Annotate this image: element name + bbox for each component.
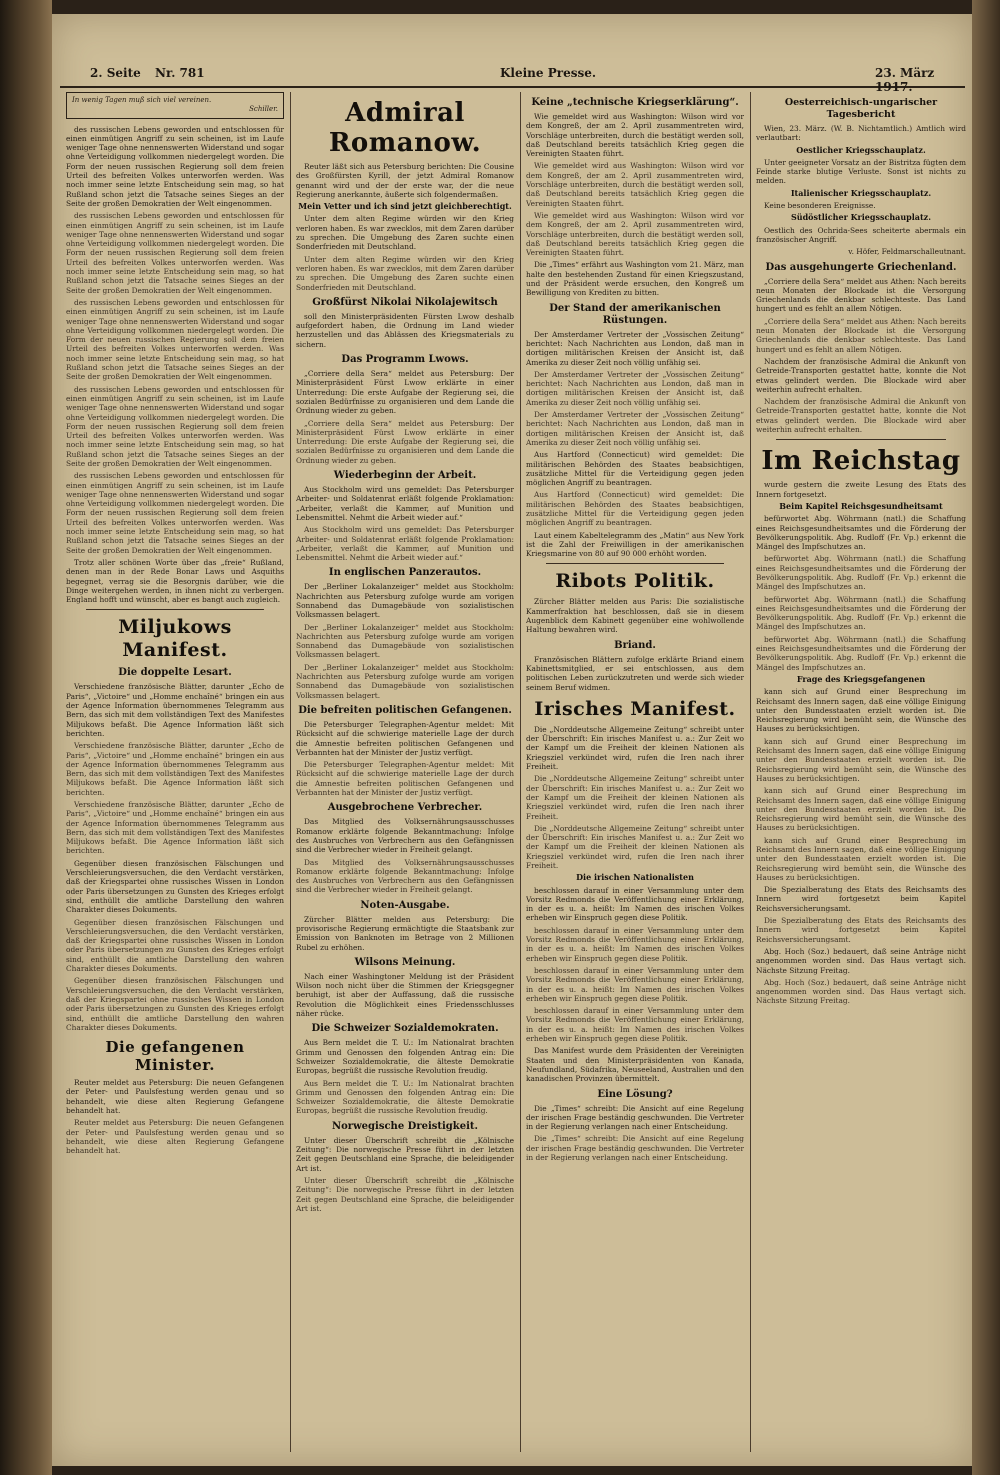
headline-minister: Die gefangenen Minister. <box>105 1038 245 1075</box>
newspaper-page <box>52 14 972 1466</box>
article-text: Verschiedene französische Blätter, darunter „Echo de Paris“, „Victoire“ und „Homme enchaîné“ bringen ein aus der Agence Information übernommenes Telegramm aus Bern, das sich mit dem vollständigen Text des Manifestes Miljukows befaßt. Die Agence Information läßt sich berichten. <box>66 800 284 856</box>
subhead-schweiz: Die Schweizer Sozialdemokraten. <box>311 1023 499 1035</box>
subhead-verbrecher: Ausgebrochene Verbrecher. <box>327 802 483 814</box>
article-text: Reuter meldet aus Petersburg: Die neuen Gefangenen der Peter- und Paulsfestung werden genau und so behandelt, wie diese alten Regierung Gefangene behandelt hat. <box>66 1078 284 1116</box>
issue-date: 23. März 1917. <box>875 66 935 94</box>
article-text: Unter dieser Überschrift schreibt die „Kölnische Zeitung“: Die norwegische Presse führt in der letzten Zeit gegen Deutschland eine Sprache, die beleidigender Art ist. <box>296 1135 514 1173</box>
column-rule <box>520 92 521 1452</box>
subhead-oestl: Oestlicher Kriegsschauplatz. <box>796 144 926 155</box>
article-text: Zürcher Blätter melden aus Petersburg: Die provisorische Regierung ermächtigte die Staatsbank zur Emission von Banknoten im Betrage von 2 Millionen Rubel zu erhöhen. <box>296 914 514 952</box>
article-text: des russischen Lebens geworden und entschlossen für einen einmütigen Angriff zu sein scheinen, ist im Laufe weniger Tage ohne nennenswerten Widerstand und sogar ohne Verteidigung vollkommen niedergelegt worden. Die Form der neuen russischen Regierung soll dem freien Urteil des befreiten Volkes unterworfen werden. Was noch immer seine letzte Entscheidung sein mag, so hat Rußland schon jetzt die Tatsache seines Sieges an der Seite der großen Demokratien der Welt eingenommen. <box>66 124 284 208</box>
article-text: Das Mitglied des Volksernährungsausschusses Romanow erklärte folgende Bekanntmachung: Infolge des Ausbruches von Verbrechern aus den Gefängnissen sind die Verbrecher wieder in Freiheit gelangt. <box>296 857 514 895</box>
headline-admiral: Admiral Romanow. <box>328 98 482 158</box>
dateline: Wien, 23. März. (W. B. Nichtamtlich.) Amtlich wird verlautbart: <box>756 124 966 143</box>
column-rule <box>750 92 751 1452</box>
article-text: des russischen Lebens geworden und entschlossen für einen einmütigen Angriff zu sein scheinen, ist im Laufe weniger Tage ohne nennenswerten Widerstand und sogar ohne Verteidigung vollkommen niedergelegt worden. Die Form der neuen russischen Regierung soll dem freien Urteil des befreiten Volkes unterworfen werden. Was noch immer seine letzte Entscheidung sein mag, so hat Rußland schon jetzt die Tatsache seines Sieges an der Seite der großen Demokratien der Welt eingenommen. <box>66 384 284 468</box>
article-text: soll den Ministerpräsidenten Fürsten Lwow deshalb aufgefordert haben, die Ordnung im Land wieder herzustellen und das Ablässen des Kriegsmaterials zu sichern. <box>296 311 514 349</box>
article-text: des russischen Lebens geworden und entschlossen für einen einmütigen Angriff zu sein scheinen, ist im Laufe weniger Tage ohne nennenswerten Widerstand und sogar ohne Verteidigung vollkommen niedergelegt worden. Die Form der neuen russischen Regierung soll dem freien Urteil des befreiten Volkes unterworfen werden. Was noch immer seine letzte Entscheidung sein mag, so hat Rußland schon jetzt die Tatsache seines Sieges an der Seite der großen Demokratien der Welt eingenommen. <box>66 297 284 382</box>
article-text: beschlossen darauf in einer Versammlung unter dem Vorsitz Redmonds die Veröffentlichung einer Erklärung, in der es u. a. heißt: Im Namen des irischen Volkes erheben wir Einspruch gegen diese Politik. <box>526 925 744 963</box>
column-1 <box>66 92 284 1452</box>
article-text: Gegenüber diesen französischen Fälschungen und Verschleierungsversuchen, die den Verdacht verstärken, daß der Kriegspartei ohne russisches Wissen in London oder Paris übersetzungen zu Gunsten des Krieges erfolgt sind, enthüllt die amtliche Darstellung den wahren Charakter dieses Dokuments. <box>66 858 284 915</box>
article-text: Unter dieser Überschrift schreibt die „Kölnische Zeitung“: Die norwegische Presse führt in der letzten Zeit gegen Deutschland eine Sprache, die beleidigender Art ist. <box>296 1175 514 1213</box>
article-text: kann sich auf Grund einer Besprechung im Reichsamt des Innern sagen, daß eine völlige Einigung unter den Bundesstaaten erzielt worden ist. Die Reichsregierung wird bemüht sein, die Wünsche des Hauses zu berücksichtigen. <box>756 786 966 833</box>
article-text: Nach einer Washingtoner Meldung ist der Präsident Wilson noch nicht über die Stimmen der Kriegsgegner beruhigt, ist aber der Auffassung, daß die russische Revolution die Möglichkeit eines Friedensschlusses näher rücke. <box>296 971 514 1019</box>
article-text: Unter dem alten Regime würden wir den Krieg verloren haben. Es war zwecklos, mit dem Zaren darüber zu sprechen. Die Umgebung des Zaren suchte einen Sonderfrieden mit Deutschland. <box>296 214 514 252</box>
subhead-arbeit: Wiederbeginn der Arbeit. <box>333 470 477 482</box>
subhead-gefangene: Die befreiten politischen Gefangenen. <box>298 704 512 716</box>
subhead-national: Die irischen Nationalisten <box>576 872 694 883</box>
article-text: „Corriere della Sera“ meldet aus Petersburg: Der Ministerpräsident Fürst Lwow erklärte in einer Unterredung: Die erste Aufgabe der Regierung sei, die sozialen Bedürfnisse zu organisieren und dem Lande die Ordnung wieder zu geben. <box>296 418 514 465</box>
article-text: Gegenüber diesen französischen Fälschungen und Verschleierungsversuchen, die den Verdacht verstärken, daß der Kriegspartei ohne russisches Wissen in London oder Paris übersetzungen zu Gunsten des Krieges erfolgt sind, enthüllt die amtliche Darstellung den wahren Charakter dieses Dokuments. <box>66 917 284 974</box>
article-text: Der „Berliner Lokalanzeiger“ meldet aus Stockholm: Nachrichten aus Petersburg zufolge wurde am vorigen Sonnabend das Dumagebäude von sozialistischen Volksmassen belagert. <box>296 622 514 660</box>
article-text: Die „Times“ erfährt aus Washington vom 21. März, man halte den bestehenden Zustand für einen Kriegszustand, und der Präsident werde ersuchen, den Kongreß um Bewilligung von Krediten zu bitten. <box>526 260 744 298</box>
newspaper-name: Kleine Presse. <box>500 66 597 80</box>
article-text: wurde gestern die zweite Lesung des Etats des Innern fortgesetzt. <box>756 480 966 499</box>
article-text: Aus Hartford (Connecticut) wird gemeldet: Die militärischen Behörden des Staates beabsichtigen, zusätzliche Mittel für die Verteidigung gegen jeden möglichen Angriff zu beantragen. <box>526 450 744 488</box>
article-text: Unter dem alten Regime würden wir den Krieg verloren haben. Es war zwecklos, mit dem Zaren darüber zu sprechen. Die Umgebung des Zaren suchte einen Sonderfrieden mit Deutschland. <box>296 254 514 292</box>
subhead-ital: Italienischer Kriegsschauplatz. <box>790 187 932 198</box>
headline-irisches: Irisches Manifest. <box>534 697 736 720</box>
headline-griechenland: Das ausgehungerte Griechenland. <box>765 261 957 273</box>
issue-number: Nr. 781 <box>155 66 205 80</box>
headline-tagesbericht: Oesterreichisch-ungarischer Tagesbericht <box>784 97 938 120</box>
headline-reichstag: Im Reichstag <box>761 446 961 477</box>
article-text: Die „Times“ schreibt: Die Ansicht auf eine Regelung der irischen Frage beständig geschwunden. Die Vertreter in der Regierung verlangen nach einer Entscheidung. <box>526 1134 744 1163</box>
article-text: Gegenüber diesen französischen Fälschungen und Verschleierungsversuchen, die den Verdacht verstärken, daß der Kriegspartei ohne russisches Wissen in London oder Paris übersetzungen zu Gunsten des Krieges erfolgt sind, enthüllt die amtliche Darstellung den wahren Charakter dieses Dokuments. <box>66 976 284 1032</box>
signature: v. Höfer, Feldmarschalleutnant. <box>848 247 966 257</box>
subhead-noten: Noten-Ausgabe. <box>360 899 450 911</box>
article-text: beschlossen darauf in einer Versammlung unter dem Vorsitz Redmonds die Veröffentlichung einer Erklärung, in der es u. a. heißt: Im Namen des irischen Volkes erheben wir Einspruch gegen diese Politik. <box>526 965 744 1003</box>
article-text: Die Petersburger Telegraphen-Agentur meldet: Mit Rücksicht auf die schwierige materielle Lage der durch die Amnestie befreiten politischen Gefangenen und Verbannten hat der Minister der Justiz verfügt. <box>296 719 514 757</box>
article-text: Der Amsterdamer Vertreter der „Vossischen Zeitung“ berichtet: Nach Nachrichten aus London, daß man in dortigen militärischen Kreisen der Ansicht ist, daß Amerika zu dieser Zeit noch völlig unfähig sei. <box>526 369 744 407</box>
article-text: Die „Norddeutsche Allgemeine Zeitung“ schreibt unter der Überschrift: Ein irisches Manifest u. a.: Zur Zeit wo der Kampf um die Freiheit der kleinen Nationen als Kriegsziel verkündet wird, rufen die Iren nach ihrer Freiheit. <box>526 823 744 870</box>
article-text: „Corriere della Sera“ meldet aus Athen: Nach bereits neun Monaten der Blockade ist die Versorgung Griechenlands die denkbar schlechteste. Das Land hungert und es fehlt an allem Nötigen. <box>756 276 966 314</box>
column-rule <box>290 92 291 1452</box>
article-text: Der Amsterdamer Vertreter der „Vossischen Zeitung“ berichtet: Nach Nachrichten aus London, daß man in dortigen militärischen Kreisen der Ansicht ist, daß Amerika zu dieser Zeit noch völlig unfähig sei. <box>526 410 744 447</box>
subhead-ruestungen: Der Stand der amerikanischen Rüstungen. <box>549 302 721 326</box>
article-text: kann sich auf Grund einer Besprechung im Reichsamt des Innern sagen, daß eine völlige Einigung unter den Bundesstaaten erzielt worden ist. Die Reichsregierung wird bemüht sein, die Wünsche des Hauses zu berücksichtigen. <box>756 687 966 734</box>
article-text: Aus Stockholm wird uns gemeldet: Das Petersburger Arbeiter- und Soldatenrat erläßt folgende Proklamation: „Arbeiter, verlaßt die Kammer, auf Munition und Lebensmittel. Nehmt die Arbeit wieder auf.“ <box>296 525 514 563</box>
article-text: Aus Bern meldet die T. U.: Im Nationalrat brachten Grimm und Genossen den folgenden Antrag ein: Die Schweizer Sozialdemokratie, die älteste Demokratie Europas, begrüßt die russische Revolution freudig. <box>296 1038 514 1076</box>
article-text: Laut einem Kabeltelegramm des „Matin“ aus New York ist die Zahl der Freiwilligen in der amerikanischen Kriegsmarine von 80 auf 90 000 erhöht worden. <box>526 530 744 559</box>
motto-text: In wenig Tagen muß sich viel vereinen. <box>72 96 212 104</box>
article-text: Der „Berliner Lokalanzeiger“ meldet aus Stockholm: Nachrichten aus Petersburg zufolge wurde am vorigen Sonnabend das Dumagebäude von sozialistischen Volksmassen belagert. <box>296 582 514 620</box>
article-text: kann sich auf Grund einer Besprechung im Reichsamt des Innern sagen, daß eine völlige Einigung unter den Bundesstaaten erzielt worden ist. Die Reichsregierung wird bemüht sein, die Wünsche des Hauses zu berücksichtigen. <box>756 736 966 783</box>
article-text: „Corriere della Sera“ meldet aus Athen: Nach bereits neun Monaten der Blockade ist die Versorgung Griechenlands die denkbar schlechteste. Das Land hungert und es fehlt an allem Nötigen. <box>756 316 966 354</box>
article-text: Das Mitglied des Volksernährungsausschusses Romanow erklärte folgende Bekanntmachung: Infolge des Ausbruches von Verbrechern aus den Gefängnissen sind die Verbrecher wieder in Freiheit gelangt. <box>296 817 514 855</box>
article-text: Aus Bern meldet die T. U.: Im Nationalrat brachten Grimm und Genossen den folgenden Antrag ein: Die Schweizer Sozialdemokratie, die älteste Demokratie Europas, begrüßt die russische Revolution freudig. <box>296 1078 514 1116</box>
page-header <box>60 64 965 94</box>
article-text: Die „Times“ schreibt: Die Ansicht auf eine Regelung der irischen Frage beständig geschwunden. Die Vertreter in der Regierung verlangen nach einer Entscheidung. <box>526 1103 744 1132</box>
article-text: Nachdem der französische Admiral die Ankunft von Getreide-Transporten gestattet hatte, konnte die Not etwas gelindert werden. Die Blockade wird aber weiterhin aufrecht erhalten. <box>756 397 966 435</box>
article-text: Französischen Blättern zufolge erklärte Briand einem Kabinettsmitglied, er sei entschlossen, aus dem politischen Leben zurückzutreten und werde sich wieder seinem Beruf widmen. <box>526 654 744 692</box>
article-text: Zürcher Blätter melden aus Paris: Die sozialistische Kammerfraktion hat beschlossen, daß sie in diesem Augenblick dem Kabinett gegenüber eine wohlwollende Haltung bewahren wird. <box>526 597 744 635</box>
subhead-briand: Briand. <box>614 639 656 651</box>
article-text: Die Petersburger Telegraphen-Agentur meldet: Mit Rücksicht auf die schwierige materielle Lage der durch die Amnestie befreiten politischen Gefangenen und Verbannten hat der Minister der Justiz verfügt. <box>296 760 514 798</box>
article-text: Verschiedene französische Blätter, darunter „Echo de Paris“, „Victoire“ und „Homme enchaîné“ bringen ein aus der Agence Information übernommenes Telegramm aus Bern, das sich mit dem vollständigen Text des Manifestes Miljukows befaßt. Die Agence Information läßt sich berichten. <box>66 741 284 797</box>
article-text: befürwortet Abg. Wöhrmann (natl.) die Schaffung eines Reichsgesundheitsamtes und die Förderung der Bevölkerungspolitik. Abg. Rudloff (Fr. Vp.) erkennt die Mängel des Impfschutzes an. <box>756 634 966 672</box>
article-text: Die „Norddeutsche Allgemeine Zeitung“ schreibt unter der Überschrift: Ein irisches Manifest u. a.: Zur Zeit wo der Kampf um die Freiheit der kleinen Nationen als Kriegsziel verkündet wird, rufen die Iren nach ihrer Freiheit. <box>526 724 744 772</box>
column-4 <box>756 92 966 1452</box>
article-text: Wie gemeldet wird aus Washington: Wilson wird vor dem Kongreß, der am 2. April zusammentreten wird, Vorschläge unterbreiten, durch die bestätigt werden soll, daß Deutschland bereits tatsächlich Krieg gegen die Vereinigten Staaten führt. <box>526 210 744 258</box>
subhead-panzer: In englischen Panzerautos. <box>328 567 482 579</box>
subhead-suedost: Südöstlicher Kriegsschauplatz. <box>790 212 931 223</box>
article-text: des russischen Lebens geworden und entschlossen für einen einmütigen Angriff zu sein scheinen, ist im Laufe weniger Tage ohne nennenswerten Widerstand und sogar ohne Verteidigung vollkommen niedergelegt worden. Die Form der neuen russischen Regierung soll dem freien Urteil des befreiten Volkes unterworfen werden. Was noch immer seine letzte Entscheidung sein mag, so hat Rußland schon jetzt die Tatsache seines Sieges an der Seite der großen Demokratien der Welt eingenommen. <box>66 211 284 295</box>
article-text: Oestlich des Ochrida-Sees scheiterte abermals ein französischer Angriff. <box>756 225 966 244</box>
article-text: Verschiedene französische Blätter, darunter „Echo de Paris“, „Victoire“ und „Homme enchaîné“ bringen ein aus der Agence Information übernommenes Telegramm aus Bern, das sich mit dem vollständigen Text des Manifestes Miljukows befaßt. Die Agence Information läßt sich berichten. <box>66 682 284 738</box>
article-text: Die Spezialberatung des Etats des Reichsamts des Innern wird fortgesetzt beim Kapitel Reichsversicherungsamt. <box>756 885 966 913</box>
article-text: Reuter meldet aus Petersburg: Die neuen Gefangenen der Peter- und Paulsfestung werden genau und so behandelt, wie diese alten Regierung Gefangene behandelt hat. <box>66 1118 284 1156</box>
motto-signature: Schiller. <box>249 105 278 114</box>
article-text: Die „Norddeutsche Allgemeine Zeitung“ schreibt unter der Überschrift: Ein irisches Manifest u. a.: Zur Zeit wo der Kampf um die Freiheit der kleinen Nationen als Kriegsziel verkündet wird, rufen die Iren nach ihrer Freiheit. <box>526 774 744 821</box>
divider <box>776 439 946 440</box>
article-text: Abg. Hoch (Soz.) bedauert, daß seine Anträge nicht angenommen worden sind. Das Haus vertagt sich. Nächste Sitzung Freitag. <box>756 977 966 1006</box>
page-edge <box>972 0 1000 1475</box>
divider <box>86 609 264 610</box>
page-number: 2. Seite <box>90 66 141 80</box>
article-text: Keine besonderen Ereignisse. <box>764 201 876 211</box>
headline-ribot: Ribots Politik. <box>555 570 715 593</box>
article-text: befürwortet Abg. Wöhrmann (natl.) die Schaffung eines Reichsgesundheitsamtes und die Förderung der Bevölkerungspolitik. Abg. Rudloff (Fr. Vp.) erkennt die Mängel des Impfschutzes an. <box>756 514 966 552</box>
subhead-kapitel: Beim Kapitel Reichsgesundheitsamt <box>779 500 943 511</box>
article-text: Wie gemeldet wird aus Washington: Wilson wird vor dem Kongreß, der am 2. April zusammentreten wird, Vorschläge unterbreiten, durch die bestätigt werden soll, daß Deutschland bereits tatsächlich Krieg gegen die Vereinigten Staaten führt. <box>526 112 744 159</box>
headline-kriegserklaerung: Keine „technische Kriegserklärung“. <box>531 97 739 108</box>
article-text: kann sich auf Grund einer Besprechung im Reichsamt des Innern sagen, daß eine völlige Einigung unter den Bundesstaaten erzielt worden ist. Die Reichsregierung wird bemüht sein, die Wünsche des Hauses zu berücksichtigen. <box>756 835 966 882</box>
article-text: befürwortet Abg. Wöhrmann (natl.) die Schaffung eines Reichsgesundheitsamtes und die Förderung der Bevölkerungspolitik. Abg. Rudloff (Fr. Vp.) erkennt die Mängel des Impfschutzes an. <box>756 554 966 592</box>
headline-manifest: Miljukows Manifest. <box>118 616 232 662</box>
motto-box <box>66 92 284 119</box>
subhead-frage: Frage des Kriegsgefangenen <box>796 673 926 684</box>
article-text: „Corriere della Sera“ meldet aus Petersburg: Der Ministerpräsident Fürst Lwow erklärte in einer Unterredung: Die erste Aufgabe der Regierung sei, die sozialen Bedürfnisse zu organisieren und dem Lande die Ordnung wieder zu geben. <box>296 369 514 416</box>
article-text: Reuter läßt sich aus Petersburg berichten: Die Cousine des Großfürsten Kyrill, der jetzt Admiral Romanow genannt wird und der der erste war, der die neue Regierung anerkannte, äußerte sich folgendermaßen. <box>296 162 514 199</box>
article-text: Aus Stockholm wird uns gemeldet: Das Petersburger Arbeiter- und Soldatenrat erläßt folgende Proklamation: „Arbeiter, verlaßt die Kammer, auf Munition und Lebensmittel. Nehmt die Arbeit wieder auf.“ <box>296 485 514 522</box>
column-3 <box>526 92 744 1452</box>
article-text: des russischen Lebens geworden und entschlossen für einen einmütigen Angriff zu sein scheinen, ist im Laufe weniger Tage ohne nennenswerten Widerstand und sogar ohne Verteidigung vollkommen niedergelegt worden. Die Form der neuen russischen Regierung soll dem freien Urteil des befreiten Volkes unterworfen werden. Was noch immer seine letzte Entscheidung sein mag, so hat Rußland schon jetzt die Tatsache seines Sieges an der Seite der großen Demokratien der Welt eingenommen. <box>66 471 284 555</box>
article-text: beschlossen darauf in einer Versammlung unter dem Vorsitz Redmonds die Veröffentlichung einer Erklärung, in der es u. a. heißt: Im Namen des irischen Volkes erheben wir Einspruch gegen diese Politik. <box>526 1006 744 1044</box>
article-text: Unter geeigneter Vorsatz an der Bistritza fügten dem Feinde starke blutige Verluste. Sonst ist nichts zu melden. <box>756 157 966 186</box>
subhead-lesart: Die doppelte Lesart. <box>118 667 232 679</box>
article-text: befürwortet Abg. Wöhrmann (natl.) die Schaffung eines Reichsgesundheitsamtes und die Förderung der Bevölkerungspolitik. Abg. Rudloff (Fr. Vp.) erkennt die Mängel des Impfschutzes an. <box>756 594 966 632</box>
article-text: Wie gemeldet wird aus Washington: Wilson wird vor dem Kongreß, der am 2. April zusammentreten wird, Vorschläge unterbreiten, durch die bestätigt werden soll, daß Deutschland bereits tatsächlich Krieg gegen die Vereinigten Staaten führt. <box>526 161 744 208</box>
column-2 <box>296 92 514 1452</box>
subhead-dreistigkeit: Norwegische Dreistigkeit. <box>331 1120 478 1132</box>
article-text: Die Spezialberatung des Etats des Reichsamts des Innern wird fortgesetzt beim Kapitel Reichsversicherungsamt. <box>756 916 966 944</box>
subhead-programm: Das Programm Lwows. <box>341 354 469 366</box>
subhead-wilson: Wilsons Meinung. <box>354 956 456 968</box>
article-text: Aus Hartford (Connecticut) wird gemeldet: Die militärischen Behörden des Staates beabsichtigen, zusätzliche Mittel für die Verteidigung gegen jeden möglichen Angriff zu beantragen. <box>526 490 744 528</box>
subhead-loesung: Eine Lösung? <box>597 1088 673 1100</box>
book-spine <box>0 0 52 1475</box>
article-text: Der „Berliner Lokalanzeiger“ meldet aus Stockholm: Nachrichten aus Petersburg zufolge wurde am vorigen Sonnabend das Dumagebäude von sozialistischen Volksmassen belagert. <box>296 662 514 700</box>
subhead: Mein Vetter und ich sind jetzt gleichberechtigt. <box>298 201 512 212</box>
divider <box>546 563 724 564</box>
article-text: Der Amsterdamer Vertreter der „Vossischen Zeitung“ berichtet: Nach Nachrichten aus London, daß man in dortigen militärischen Kreisen der Ansicht ist, daß Amerika zu dieser Zeit noch völlig unfähig sei. <box>526 329 744 367</box>
subhead-nikolai: Großfürst Nikolai Nikolajewitsch <box>312 296 498 308</box>
article-text: Nachdem der französische Admiral die Ankunft von Getreide-Transporten gestattet hatte, konnte die Not etwas gelindert werden. Die Blockade wird aber weiterhin aufrecht erhalten. <box>756 356 966 394</box>
article-text: Das Manifest wurde dem Präsidenten der Vereinigten Staaten und den Ministerpräsidenten von Kanada, Neufundland, Südafrika, Neuseeland, Australien und den kanadischen Provinzen übermittelt. <box>526 1046 744 1084</box>
article-text: Abg. Hoch (Soz.) bedauert, daß seine Anträge nicht angenommen worden sind. Das Haus vertagt sich. Nächste Sitzung Freitag. <box>756 946 966 975</box>
article-text: Trotz aller schönen Worte über das „freie“ Rußland, denen man in der Rede Bonar Laws und Asquiths begegnet, verrag sie die Besorgnis darüber, wie die Dinge weitergehen werden, in ihnen nicht zu verbergen. England hofft und wünscht, aber es bangt auch zugleich. <box>66 557 284 605</box>
article-text: beschlossen darauf in einer Versammlung unter dem Vorsitz Redmonds die Veröffentlichung einer Erklärung, in der es u. a. heißt: Im Namen des irischen Volkes erheben wir Einspruch gegen diese Politik. <box>526 885 744 923</box>
